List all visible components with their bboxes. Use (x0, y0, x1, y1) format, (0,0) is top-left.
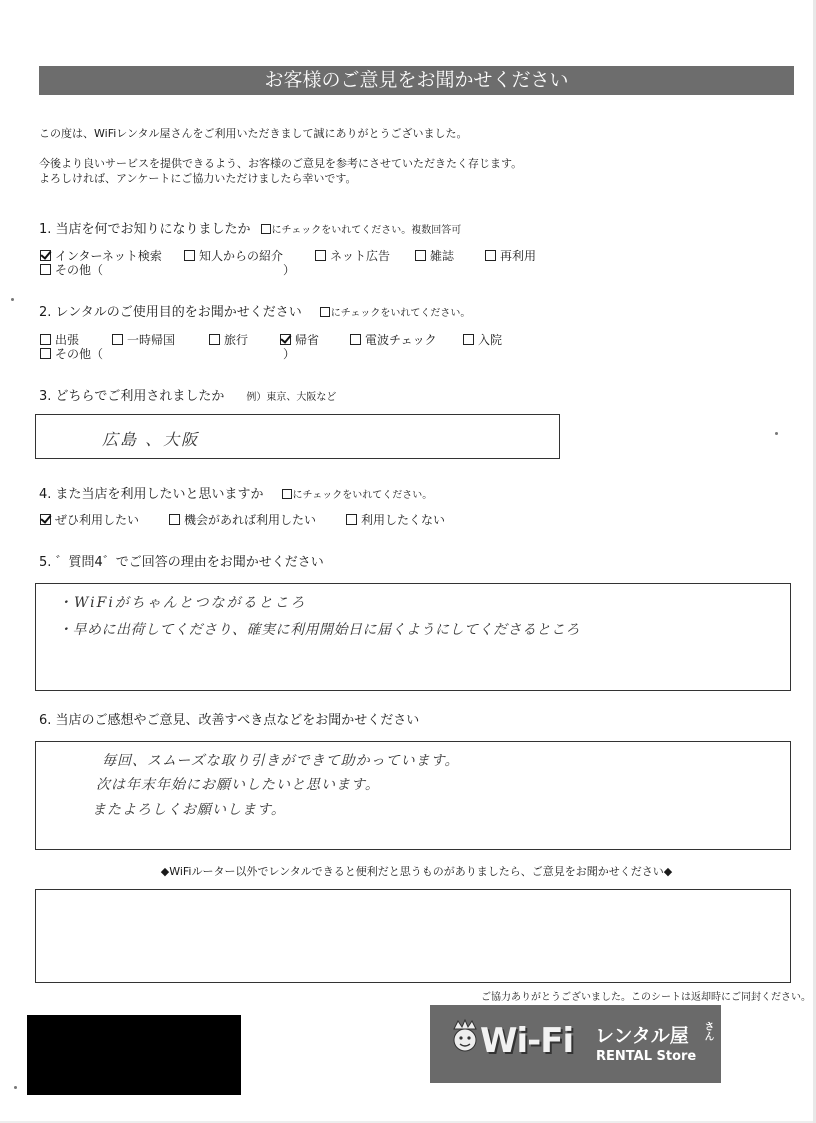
checkbox-sample-icon (282, 489, 292, 499)
checkbox-icon[interactable] (415, 250, 426, 261)
scan-speck (14, 1086, 17, 1089)
q2-option-homecoming[interactable] (280, 333, 319, 347)
q1-option-reuse[interactable] (485, 249, 536, 263)
q1-option-internet-search[interactable] (40, 249, 162, 263)
q2-option-hospital[interactable] (463, 333, 502, 347)
q4-option-no[interactable] (346, 513, 445, 527)
q1-option-label: 知人からの紹介 (199, 249, 284, 263)
redaction-block (27, 1015, 241, 1095)
q2-other-close: ） (283, 347, 296, 361)
checkbox-icon[interactable] (40, 334, 51, 345)
question-1-text: 1. 当店を何でお知りになりましたか (39, 222, 251, 237)
brand-logo (430, 1005, 721, 1083)
q6-answer-field[interactable] (35, 741, 791, 850)
question-1-label (39, 222, 461, 239)
logo-japanese-text: レンタル屋 (595, 1025, 689, 1047)
q4-option-label: 利用したくない (361, 513, 446, 527)
q2-option-business-trip[interactable] (40, 333, 79, 347)
q1-option-label: 再利用 (500, 249, 537, 263)
q2-option-label: 出張 (55, 333, 80, 347)
q2-option-label: 一時帰国 (127, 333, 176, 347)
q4-option-definitely[interactable] (40, 513, 139, 527)
page-title: お客様のご意見をお聞かせください (39, 66, 794, 95)
logo-san-text: さん (702, 1021, 713, 1041)
q1-option-label: その他（ (55, 263, 104, 277)
question-7-label: ◆WiFiルーター以外でレンタルできると便利だと思うものがありましたら、ご意見をお聞かせください◆ (160, 865, 673, 878)
q2-option-label: 帰省 (295, 333, 320, 347)
checkbox-icon[interactable] (485, 250, 496, 261)
checkbox-icon[interactable] (169, 514, 180, 525)
q1-option-net-ad[interactable] (315, 249, 390, 263)
question-3-note: 例）東京、大阪など (246, 392, 337, 403)
q2-option-signal-check[interactable] (350, 333, 437, 347)
checkbox-icon[interactable] (346, 514, 357, 525)
question-4-hint (282, 490, 433, 501)
q4-option-label: 機会があれば利用したい (184, 513, 317, 527)
question-2-label (39, 305, 470, 322)
q1-option-label: インターネット検索 (55, 249, 162, 263)
q5-answer-line-2: ・早めに出荷してくださり、確実に利用開始日に届くようにしてくださるところ (58, 622, 580, 638)
question-6-label: 6. 当店のご感想やご意見、改善すべき点などをお聞かせください (39, 713, 420, 728)
q3-answer-text: 広島 、大阪 (102, 430, 200, 449)
q5-answer-line-1: ・WiFiがちゃんとつながるところ (58, 595, 307, 611)
scan-speck (11, 298, 14, 301)
q1-option-label: 雑誌 (430, 249, 455, 263)
checkbox-icon[interactable] (40, 348, 51, 359)
q1-option-magazine[interactable] (415, 249, 454, 263)
checkbox-icon[interactable] (315, 250, 326, 261)
logo-english-text: RENTAL Store (596, 1049, 697, 1064)
q5-answer-field[interactable] (35, 583, 791, 691)
q1-option-other[interactable] (40, 263, 103, 277)
q2-option-other[interactable] (40, 347, 103, 361)
q2-option-travel[interactable] (209, 333, 248, 347)
checkbox-checked-icon[interactable] (40, 514, 51, 525)
checkbox-sample-icon (320, 307, 330, 317)
question-4-text: 4. また当店を利用したいと思いますか (39, 487, 264, 502)
checkbox-icon[interactable] (40, 264, 51, 275)
q2-option-label: その他（ (55, 347, 104, 361)
checkbox-checked-icon[interactable] (40, 250, 51, 261)
q6-answer-line-2: 次は年末年始にお願いしたいと思います。 (96, 777, 380, 793)
footer-thanks: ご協力ありがとうございました。このシートは返却時にご同封ください。 (481, 992, 811, 1003)
question-4-label (39, 487, 432, 504)
checkbox-sample-icon (261, 224, 271, 234)
question-5-label: 5. ゛質問4゛でご回答の理由をお聞かせください (39, 555, 324, 570)
question-1-hint-text: にチェックをいれてください。複数回答可 (271, 225, 462, 236)
checkbox-icon[interactable] (209, 334, 220, 345)
q6-answer-line-1: 毎回、スムーズな取り引きができて助かっています。 (102, 753, 460, 769)
q1-option-label: ネット広告 (330, 249, 391, 263)
checkbox-icon[interactable] (112, 334, 123, 345)
question-1-hint (261, 225, 462, 236)
question-2-hint (320, 308, 471, 319)
checkbox-icon[interactable] (463, 334, 474, 345)
question-4-hint-text: にチェックをいれてください。 (292, 490, 433, 501)
q2-option-label: 入院 (478, 333, 503, 347)
question-3-label (39, 389, 336, 406)
q7-answer-field[interactable] (35, 889, 791, 983)
q4-option-if-chance[interactable] (169, 513, 316, 527)
scan-speck (775, 432, 778, 435)
q1-option-referral[interactable] (184, 249, 283, 263)
question-2-hint-text: にチェックをいれてください。 (330, 308, 471, 319)
q1-other-close: ） (283, 263, 296, 277)
question-3-text: 3. どちらでご利用されましたか (39, 389, 225, 404)
q6-answer-line-3: またよろしくお願いします。 (92, 802, 286, 818)
q2-option-label: 旅行 (224, 333, 249, 347)
q2-option-label: 電波チェック (365, 333, 437, 347)
q4-option-label: ぜひ利用したい (55, 513, 140, 527)
q3-answer-field[interactable] (35, 414, 560, 459)
q2-option-temporary-return[interactable] (112, 333, 175, 347)
intro-line-3: よろしければ、アンケートにご協力いただけましたら幸いです。 (39, 172, 357, 185)
checkbox-icon[interactable] (350, 334, 361, 345)
logo-wifi-text: Wi-Fi (480, 1021, 574, 1061)
intro-line-1: この度は、WiFiレンタル屋さんをご利用いただきまして誠にありがとうございました。 (39, 127, 468, 140)
crown-mascot-icon (448, 1019, 482, 1053)
checkbox-checked-icon[interactable] (280, 334, 291, 345)
question-2-text: 2. レンタルのご使用目的をお聞かせください (39, 305, 302, 320)
intro-line-2: 今後より良いサービスを提供できるよう、お客様のご意見を参考にさせていただきたく存じます。 (39, 157, 523, 170)
checkbox-icon[interactable] (184, 250, 195, 261)
